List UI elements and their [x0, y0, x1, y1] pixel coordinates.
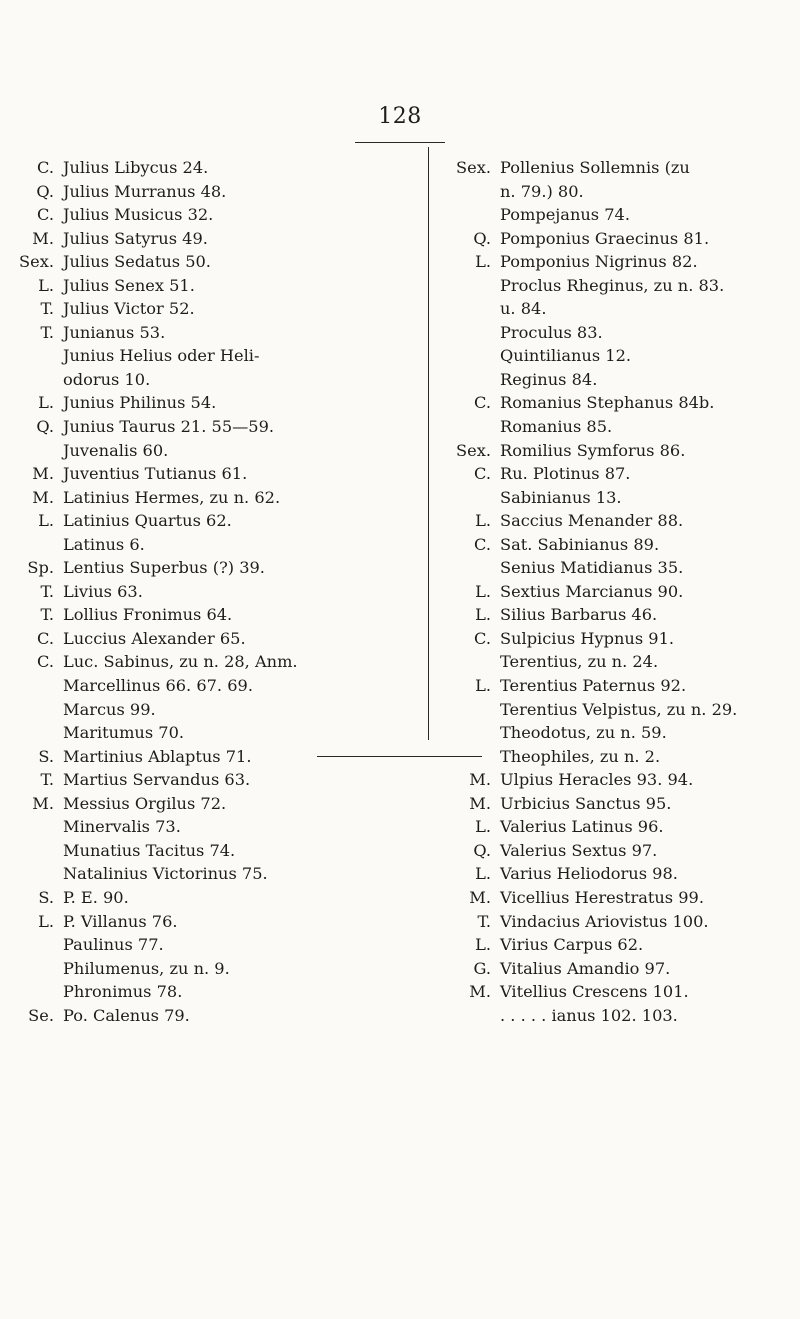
entry-praenomen: Sp. — [27, 558, 54, 578]
right-index-column — [438, 156, 800, 1027]
entry-text: Proclus Rheginus, zu n. 83. — [500, 275, 725, 295]
entry-text: Julius Murranus 48. — [63, 181, 227, 201]
index-entry — [438, 839, 800, 863]
index-entry — [12, 603, 417, 627]
entry-text: Vitalius Amandio 97. — [500, 958, 671, 978]
entry-praenomen: M. — [469, 982, 491, 1002]
entry-text: Pomponius Nigrinus 82. — [500, 252, 698, 272]
index-entry — [12, 910, 417, 934]
entry-praenomen — [438, 344, 500, 368]
entry-praenomen: L. — [475, 605, 491, 625]
index-entry — [438, 745, 800, 769]
entry-praenomen: Q. — [36, 417, 54, 437]
entry-text: Luc. Sabinus, zu n. 28, Anm. — [63, 652, 298, 672]
left-index-column — [12, 156, 417, 1027]
entry-praenomen: T. — [40, 581, 54, 601]
entry-praenomen: M. — [469, 887, 491, 907]
entry-praenomen: G. — [473, 958, 491, 978]
index-entry — [12, 391, 417, 415]
index-entry — [12, 556, 417, 580]
entry-text: Quintilianus 12. — [500, 346, 632, 366]
entry-text: Messius Orgilus 72. — [63, 793, 227, 813]
index-entry — [12, 274, 417, 298]
header-rule — [355, 142, 445, 143]
entry-praenomen — [438, 486, 500, 510]
entry-praenomen: C. — [37, 158, 54, 177]
entry-praenomen: L. — [38, 275, 54, 295]
index-entry — [438, 462, 800, 486]
entry-praenomen — [12, 439, 63, 463]
entry-text: Theophiles, zu n. 2. — [500, 746, 661, 766]
index-entry — [12, 344, 417, 368]
index-entry — [438, 815, 800, 839]
index-entry — [438, 180, 800, 204]
entry-praenomen: C. — [37, 628, 54, 648]
entry-text: Munatius Tacitus 74. — [63, 840, 236, 860]
index-entry — [438, 580, 800, 604]
index-entry — [438, 980, 800, 1004]
entry-praenomen: C. — [474, 393, 491, 413]
entry-text: odorus 10. — [63, 369, 151, 389]
entry-text: Marcus 99. — [63, 699, 156, 719]
entry-text: Varius Heliodorus 98. — [500, 864, 678, 884]
index-entry — [438, 910, 800, 934]
entry-text: Romanius 85. — [500, 417, 613, 437]
entry-text: P. Villanus 76. — [63, 911, 178, 931]
index-entry — [12, 627, 417, 651]
entry-praenomen: Sex. — [456, 158, 491, 177]
page-number: 128 — [378, 104, 422, 129]
entry-text: Ru. Plotinus 87. — [500, 464, 631, 484]
entry-text: Luccius Alexander 65. — [63, 628, 246, 648]
index-entry — [12, 250, 417, 274]
index-entry — [438, 768, 800, 792]
index-entry — [438, 156, 800, 180]
entry-praenomen: L. — [475, 864, 491, 884]
entry-praenomen: Se. — [28, 1005, 54, 1025]
entry-praenomen — [438, 297, 500, 321]
entry-text: Livius 63. — [63, 581, 143, 601]
entry-praenomen: L. — [38, 393, 54, 413]
column-divider — [428, 147, 429, 740]
entry-praenomen: T. — [40, 605, 54, 625]
entry-praenomen: C. — [474, 628, 491, 648]
entry-text: Marcellinus 66. 67. 69. — [63, 676, 253, 696]
index-entry — [438, 439, 800, 463]
entry-praenomen: M. — [469, 770, 491, 790]
index-entry — [12, 839, 417, 863]
index-entry — [438, 368, 800, 392]
entry-text: Lentius Superbus (?) 39. — [63, 558, 265, 578]
index-entry — [438, 556, 800, 580]
index-entry — [12, 156, 417, 180]
index-entry — [438, 227, 800, 251]
entry-praenomen: C. — [37, 652, 54, 672]
entry-text: Philumenus, zu n. 9. — [63, 958, 230, 978]
entry-text: . . . . . ianus 102. 103. — [500, 1005, 678, 1025]
entry-praenomen: S. — [38, 887, 54, 907]
entry-text: Pollenius Sollemnis (zu — [500, 158, 690, 177]
entry-text: Natalinius Victorinus 75. — [63, 864, 268, 884]
index-entry — [12, 321, 417, 345]
entry-praenomen — [438, 1004, 500, 1028]
index-entry — [12, 415, 417, 439]
entry-text: n. 79.) 80. — [500, 181, 584, 201]
entry-text: Valerius Sextus 97. — [500, 840, 658, 860]
entry-praenomen: S. — [38, 746, 54, 766]
entry-praenomen: M. — [32, 487, 54, 507]
index-entry — [438, 698, 800, 722]
entry-praenomen: C. — [474, 534, 491, 554]
entry-text: Terentius Paternus 92. — [500, 676, 687, 696]
index-entry — [12, 933, 417, 957]
index-entry — [438, 321, 800, 345]
entry-text: Ulpius Heracles 93. 94. — [500, 770, 694, 790]
index-entry — [438, 391, 800, 415]
index-entry — [12, 297, 417, 321]
entry-text: Vitellius Crescens 101. — [500, 982, 689, 1002]
entry-text: Silius Barbarus 46. — [500, 605, 658, 625]
index-entry — [438, 603, 800, 627]
index-entry — [438, 533, 800, 557]
entry-text: Julius Sedatus 50. — [63, 252, 211, 272]
entry-text: Latinius Quartus 62. — [63, 511, 232, 531]
index-entry — [438, 415, 800, 439]
entry-praenomen — [12, 839, 63, 863]
index-entry — [438, 674, 800, 698]
entry-praenomen: L. — [475, 252, 491, 272]
entry-text: Julius Satyrus 49. — [63, 228, 208, 248]
entry-praenomen: T. — [40, 770, 54, 790]
index-entry — [438, 886, 800, 910]
entry-praenomen: Q. — [473, 840, 491, 860]
entry-praenomen — [438, 556, 500, 580]
entry-praenomen: T. — [40, 299, 54, 319]
entry-text: Valerius Latinus 96. — [500, 817, 664, 837]
index-entry — [12, 203, 417, 227]
entry-text: Paulinus 77. — [63, 935, 164, 955]
entry-praenomen — [438, 721, 500, 745]
entry-text: Martius Servandus 63. — [63, 770, 251, 790]
index-entry — [12, 439, 417, 463]
entry-praenomen: M. — [32, 464, 54, 484]
entry-text: Sulpicius Hypnus 91. — [500, 628, 675, 648]
entry-praenomen: Sex. — [456, 440, 491, 460]
index-entry — [12, 650, 417, 674]
entry-praenomen: Q. — [36, 181, 54, 201]
entry-text: Junianus 53. — [63, 322, 166, 342]
index-entry — [438, 509, 800, 533]
entry-praenomen — [12, 533, 63, 557]
entry-praenomen — [12, 674, 63, 698]
index-entry — [12, 674, 417, 698]
entry-text: Phronimus 78. — [63, 982, 183, 1002]
entry-text: Juventius Tutianus 61. — [63, 464, 248, 484]
entry-text: Junius Philinus 54. — [63, 393, 217, 413]
index-entry — [12, 227, 417, 251]
entry-praenomen: Sex. — [19, 252, 54, 272]
entry-praenomen: Q. — [473, 228, 491, 248]
index-entry — [12, 368, 417, 392]
entry-praenomen — [438, 321, 500, 345]
entry-text: Sabinianus 13. — [500, 487, 622, 507]
entry-text: Junius Taurus 21. 55—59. — [63, 417, 275, 437]
index-entry — [438, 933, 800, 957]
entry-praenomen — [438, 698, 500, 722]
entry-text: Julius Libycus 24. — [63, 158, 209, 177]
entry-text: Sat. Sabinianus 89. — [500, 534, 660, 554]
entry-text: Reginus 84. — [500, 369, 598, 389]
entry-praenomen: M. — [32, 228, 54, 248]
index-entry — [438, 274, 800, 298]
entry-text: Latinus 6. — [63, 534, 145, 554]
index-entry — [438, 486, 800, 510]
index-entry — [438, 957, 800, 981]
entry-text: Pomponius Graecinus 81. — [500, 228, 710, 248]
footer-rule — [317, 756, 482, 757]
entry-praenomen — [12, 933, 63, 957]
entry-text: Vicellius Herestratus 99. — [500, 887, 704, 907]
entry-praenomen — [12, 862, 63, 886]
entry-praenomen: C. — [37, 205, 54, 225]
entry-text: Pompejanus 74. — [500, 205, 630, 225]
entry-text: Juvenalis 60. — [63, 440, 169, 460]
entry-praenomen — [12, 980, 63, 1004]
entry-praenomen: T. — [40, 322, 54, 342]
index-entry — [438, 792, 800, 816]
entry-text: Minervalis 73. — [63, 817, 181, 837]
entry-praenomen — [438, 180, 500, 204]
entry-text: Vindacius Ariovistus 100. — [500, 911, 709, 931]
entry-text: Proculus 83. — [500, 322, 603, 342]
entry-praenomen: T. — [477, 911, 491, 931]
entry-text: Martinius Ablaptus 71. — [63, 746, 252, 766]
index-entry — [438, 203, 800, 227]
entry-text: Senius Matidianus 35. — [500, 558, 684, 578]
index-entry — [12, 1004, 417, 1028]
entry-praenomen: M. — [32, 793, 54, 813]
entry-praenomen: M. — [469, 793, 491, 813]
entry-praenomen — [438, 415, 500, 439]
entry-text: Romanius Stephanus 84b. — [500, 393, 715, 413]
index-entry — [12, 180, 417, 204]
index-entry — [12, 533, 417, 557]
entry-text: Romilius Symforus 86. — [500, 440, 686, 460]
entry-text: Julius Victor 52. — [63, 299, 195, 319]
entry-praenomen — [12, 957, 63, 981]
index-entry — [12, 721, 417, 745]
entry-text: Lollius Fronimus 64. — [63, 605, 233, 625]
entry-praenomen: L. — [475, 581, 491, 601]
index-entry — [12, 815, 417, 839]
entry-text: Virius Carpus 62. — [500, 935, 644, 955]
entry-praenomen — [12, 815, 63, 839]
entry-text: Urbicius Sanctus 95. — [500, 793, 672, 813]
entry-praenomen — [12, 344, 63, 368]
entry-text: Theodotus, zu n. 59. — [500, 723, 667, 743]
index-entry — [438, 862, 800, 886]
index-entry — [438, 650, 800, 674]
index-entry — [438, 1004, 800, 1028]
index-entry — [438, 344, 800, 368]
entry-praenomen — [438, 368, 500, 392]
entry-text: Saccius Menander 88. — [500, 511, 684, 531]
entry-praenomen: L. — [475, 511, 491, 531]
index-entry — [12, 580, 417, 604]
entry-praenomen: L. — [475, 817, 491, 837]
index-entry — [12, 462, 417, 486]
entry-praenomen: L. — [475, 676, 491, 696]
index-entry — [438, 297, 800, 321]
entry-text: Junius Helius oder Heli- — [63, 346, 260, 366]
entry-praenomen: L. — [38, 911, 54, 931]
index-entry — [12, 698, 417, 722]
entry-text: Maritumus 70. — [63, 723, 185, 743]
entry-praenomen: L. — [475, 935, 491, 955]
entry-text: Terentius, zu n. 24. — [500, 652, 659, 672]
entry-text: P. E. 90. — [63, 887, 129, 907]
entry-praenomen — [12, 721, 63, 745]
index-entry — [12, 509, 417, 533]
index-entry — [12, 792, 417, 816]
entry-text: Julius Musicus 32. — [63, 205, 214, 225]
entry-text: Julius Senex 51. — [63, 275, 195, 295]
index-entry — [12, 886, 417, 910]
entry-praenomen — [438, 203, 500, 227]
entry-praenomen — [12, 368, 63, 392]
entry-text: Latinius Hermes, zu n. 62. — [63, 487, 281, 507]
entry-text: Terentius Velpistus, zu n. 29. — [500, 699, 738, 719]
index-entry — [12, 768, 417, 792]
entry-praenomen — [438, 650, 500, 674]
index-entry — [438, 250, 800, 274]
entry-praenomen: C. — [474, 464, 491, 484]
entry-text: u. 84. — [500, 299, 547, 319]
entry-praenomen: L. — [38, 511, 54, 531]
index-entry — [12, 957, 417, 981]
index-entry — [12, 862, 417, 886]
index-entry — [12, 486, 417, 510]
entry-praenomen — [438, 274, 500, 298]
entry-text: Po. Calenus 79. — [63, 1005, 190, 1025]
index-entry — [12, 980, 417, 1004]
index-entry — [438, 627, 800, 651]
entry-praenomen — [12, 698, 63, 722]
entry-text: Sextius Marcianus 90. — [500, 581, 684, 601]
index-entry — [438, 721, 800, 745]
